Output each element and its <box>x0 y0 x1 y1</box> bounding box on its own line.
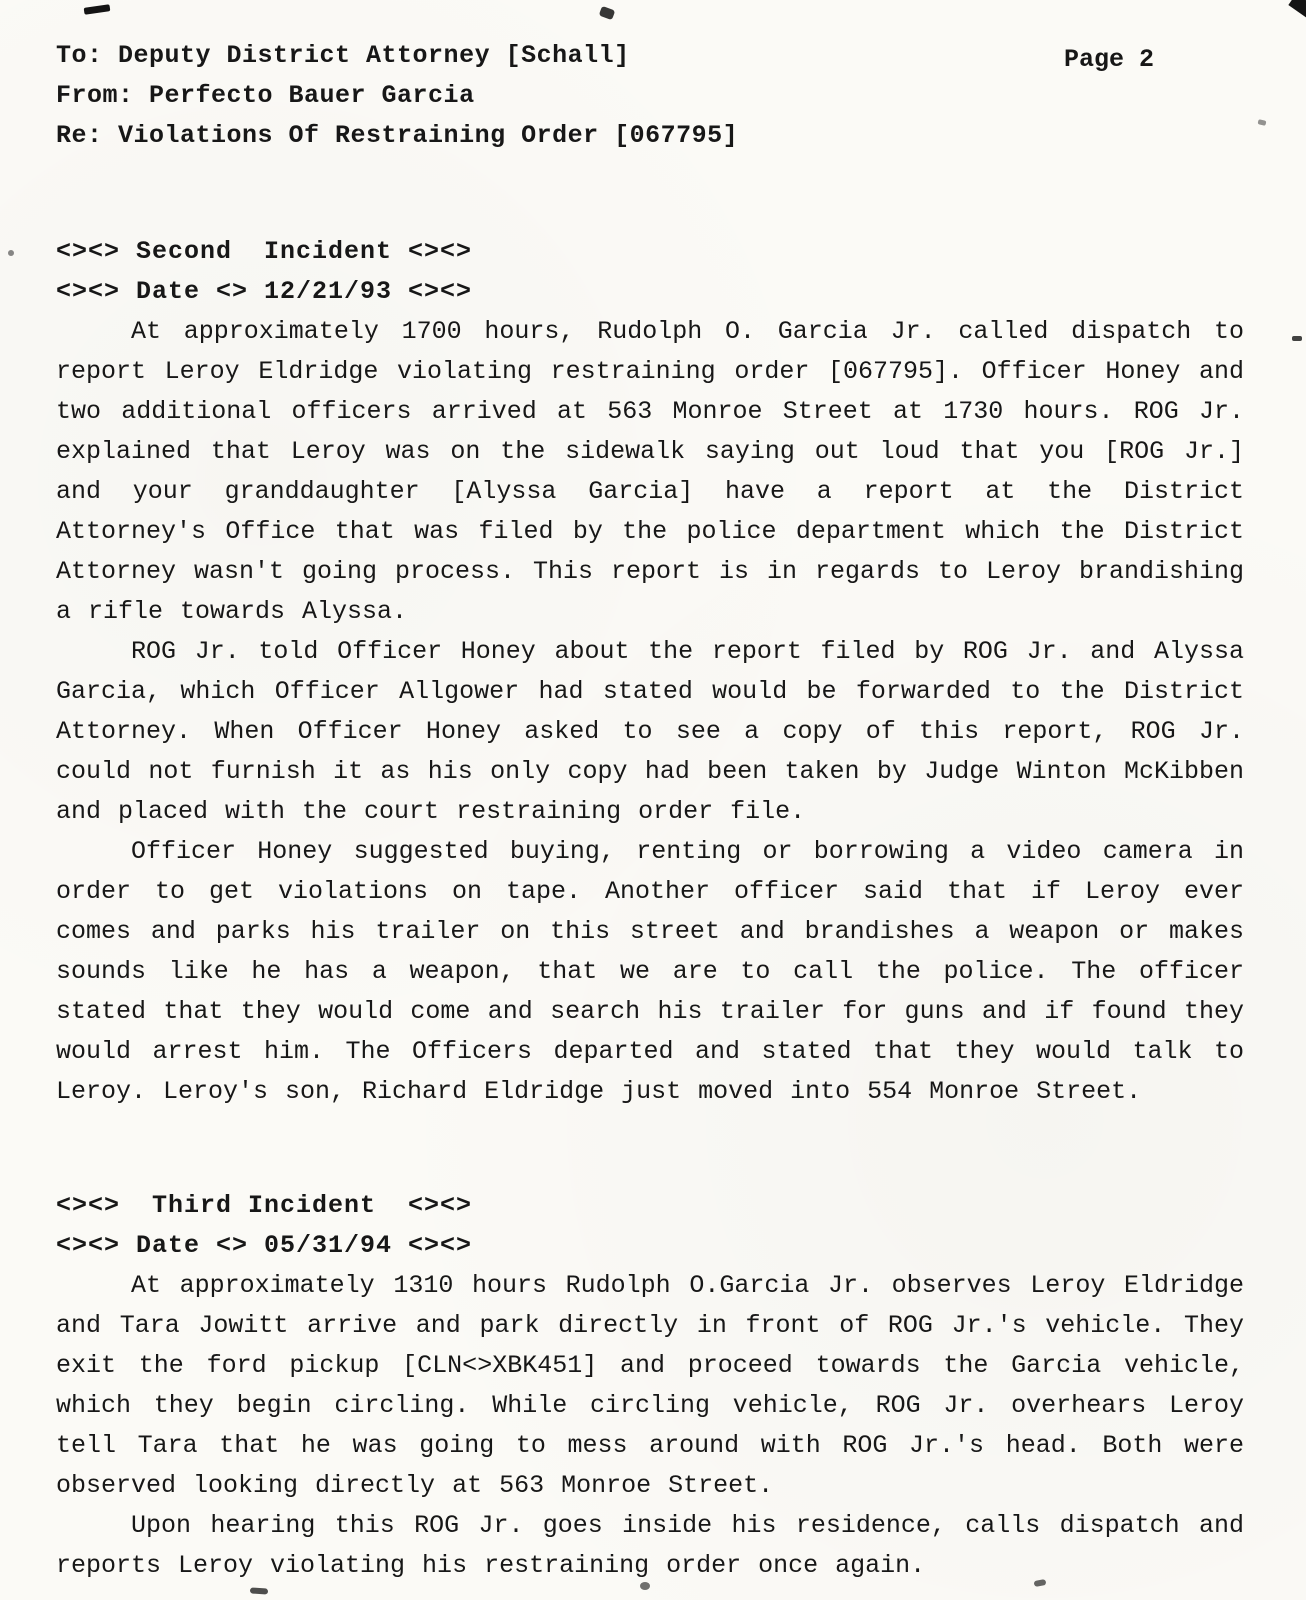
paragraph: At approximately 1310 hours Rudolph O.Garcia Jr. observes Leroy Eldridge and Tara Jowitt arrive and park directly in front of ROG Jr.'s vehicle. They exit the ford pickup [CLN<>XBK451] and proceed towards the Garcia vehicle, which they begin circling. While circling vehicle, ROG Jr. overhears Leroy tell Tara that he was going to mess around with ROG Jr.'s head. Both were observed looking directly at 563 Monroe Street. <box>56 1271 1244 1500</box>
section-date-line: <><> Date <> 12/21/93 <><> <box>56 277 473 306</box>
re-line: Re: Violations Of Restraining Order [067795] <box>56 121 739 150</box>
paragraph: Upon hearing this ROG Jr. goes inside his residence, calls dispatch and reports Leroy violating his restraining order once again. <box>56 1511 1244 1580</box>
from-line: From: Perfecto Bauer Garcia <box>56 81 475 110</box>
scan-artifact <box>1292 336 1302 341</box>
section-third-incident <box>56 1186 1244 1586</box>
paragraph: Officer Honey suggested buying, renting or borrowing a video camera in order to get violations on tape. Another officer said that if Leroy ever comes and parks his trailer on this street and brandishes a weapon or makes sounds like he has a weapon, that we are to call the police. The officer stated that they would come and search his trailer for guns and if found they would arrest him. The Officers departed and stated that they would talk to Leroy. Leroy's son, Richard Eldridge just moved into 554 Monroe Street. <box>56 837 1244 1106</box>
scan-artifact <box>250 1587 268 1594</box>
scan-artifact <box>1258 119 1267 126</box>
scan-artifact <box>599 6 616 20</box>
scan-artifact <box>84 4 111 15</box>
section-date-line: <><> Date <> 05/31/94 <><> <box>56 1231 473 1260</box>
paragraph: At approximately 1700 hours, Rudolph O. Garcia Jr. called dispatch to report Leroy Eldridge violating restraining order [067795]. Officer Honey and two additional officers arrived at 563 Monroe Street at 1730 hours. ROG Jr. explained that Leroy was on the sidewalk saying out loud that you [ROG Jr.] and your granddaughter [Alyssa Garcia] have a report at the District Attorney's Office that was filed by the police department which the District Attorney wasn't going process. This report is in regards to Leroy brandishing a rifle towards Alyssa. <box>56 317 1244 626</box>
scan-artifact <box>8 250 14 256</box>
scan-artifact <box>640 1582 650 1590</box>
scan-artifact <box>1288 0 1306 20</box>
page-number: Page 2 <box>1063 45 1154 74</box>
section-second-incident <box>56 232 1244 1112</box>
spacer <box>56 1112 1244 1186</box>
paragraph: ROG Jr. told Officer Honey about the report filed by ROG Jr. and Alyssa Garcia, which Officer Allgower had stated would be forwarded to the District Attorney. When Officer Honey asked to see a copy of this report, ROG Jr. could not furnish it as his only copy had been taken by Judge Winton McKibben and placed with the court restraining order file. <box>56 637 1244 826</box>
section-heading: <><> Third Incident <><> <box>56 1191 473 1220</box>
spacer <box>56 156 1244 232</box>
memo-header <box>56 36 1244 156</box>
to-line: To: Deputy District Attorney [Schall] <box>56 41 630 70</box>
section-heading: <><> Second Incident <><> <box>56 237 473 266</box>
